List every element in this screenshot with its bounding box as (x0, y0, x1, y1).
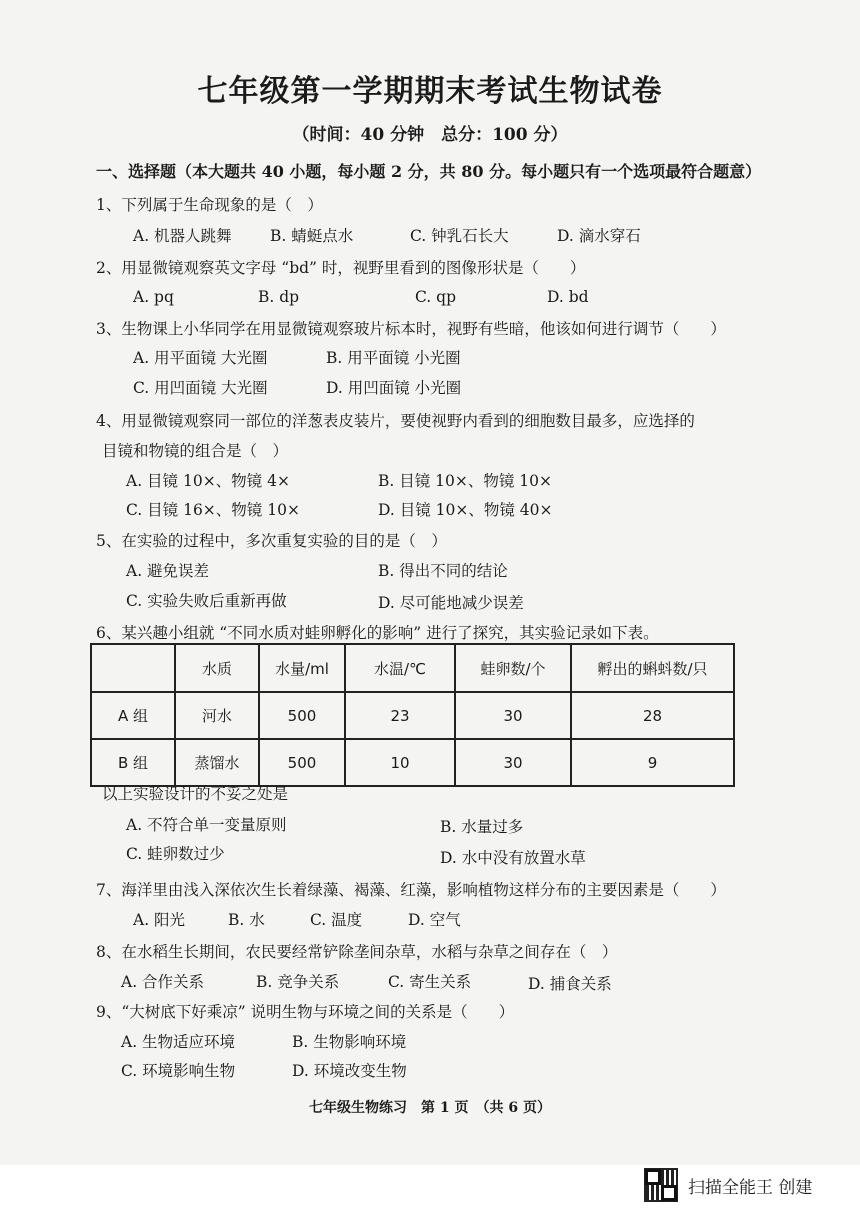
question-1-option-b: B. 蜻蜓点水 (270, 227, 354, 245)
scanner-watermark-text: 扫描全能王 创建 (688, 1177, 813, 1198)
question-9-option-c: C. 环境影响生物 (121, 1062, 236, 1080)
table-header-row (91, 644, 734, 692)
question-4-option-b: B. 目镜 10×、物镜 10× (378, 472, 553, 490)
question-6-stem-cont: 以上实验设计的不妥之处是 (102, 785, 289, 803)
question-3-option-b: B. 用平面镜 小光圈 (326, 349, 461, 367)
question-1-stem: 1、下列属于生命现象的是（ ） (96, 196, 323, 214)
table-header-cell: 孵出的蝌蚪数/只 (571, 644, 734, 692)
question-1-option-a: A. 机器人跳舞 (133, 227, 232, 245)
question-7-option-a: A. 阳光 (133, 911, 186, 929)
question-5-option-a: A. 避免误差 (126, 562, 210, 580)
table-row (91, 692, 734, 739)
table-cell: 10 (345, 739, 455, 786)
scanner-watermark (644, 1166, 812, 1204)
table-cell: 蒸馏水 (175, 739, 259, 786)
question-7-stem: 7、海洋里由浅入深依次生长着绿藻、褐藻、红藻，影响植物这样分布的主要因素是（ ） (96, 881, 726, 899)
table-cell: A 组 (91, 692, 175, 739)
question-8-option-b: B. 竞争关系 (256, 973, 340, 991)
table-header-cell: 水量/ml (259, 644, 345, 692)
question-8-stem: 8、在水稻生长期间，农民要经常铲除垄间杂草，水稻与杂草之间存在（ ） (96, 943, 618, 961)
exam-subtitle: （时间：40 分钟 总分：100 分） (292, 125, 568, 145)
section-heading: 一、选择题（本大题共 40 小题，每小题 2 分，共 80 分。每小题只有一个选项最符合题意） (96, 162, 762, 181)
exam-title: 七年级第一学期期末考试生物试卷 (197, 74, 663, 109)
table-cell: 30 (455, 692, 571, 739)
question-2-stem: 2、用显微镜观察英文字母 “bd” 时，视野里看到的图像形状是（ ） (96, 259, 586, 277)
question-5-option-b: B. 得出不同的结论 (378, 562, 508, 580)
table-header-cell: 水质 (175, 644, 259, 692)
question-9-stem: 9、“大树底下好乘凉” 说明生物与环境之间的关系是（ ） (96, 1003, 515, 1021)
question-7-option-c: C. 温度 (310, 911, 363, 929)
question-6-option-c: C. 蛙卵数过少 (126, 845, 225, 863)
page-footer: 七年级生物练习 第 1 页 （共 6 页） (309, 1100, 551, 1116)
question-4-option-d: D. 目镜 10×、物镜 40× (378, 501, 553, 519)
question-5-stem: 5、在实验的过程中，多次重复实验的目的是（ ） (96, 532, 447, 550)
experiment-table (90, 643, 735, 787)
qr-code-icon (644, 1168, 678, 1202)
table-cell: 28 (571, 692, 734, 739)
question-3-option-d: D. 用凹面镜 小光圈 (326, 379, 462, 397)
question-6-option-a: A. 不符合单一变量原则 (126, 816, 287, 834)
question-8-option-c: C. 寄生关系 (388, 973, 472, 991)
question-3-option-c: C. 用凹面镜 大光圈 (133, 379, 268, 397)
question-6-option-b: B. 水量过多 (440, 818, 524, 836)
question-4-option-c: C. 目镜 16×、物镜 10× (126, 501, 300, 519)
question-9-option-d: D. 环境改变生物 (292, 1062, 407, 1080)
question-1-option-d: D. 滴水穿石 (557, 227, 641, 245)
table-cell: 500 (259, 739, 345, 786)
table-cell: B 组 (91, 739, 175, 786)
question-8-option-d: D. 捕食关系 (528, 975, 612, 993)
question-4-stem: 4、用显微镜观察同一部位的洋葱表皮装片，要使视野内看到的细胞数目最多，应选择的 (96, 412, 695, 430)
question-2-option-a: A. pq (133, 288, 174, 306)
question-2-option-c: C. qp (415, 288, 457, 306)
question-7-option-d: D. 空气 (408, 911, 461, 929)
table-header-cell: 水温/℃ (345, 644, 455, 692)
question-1-option-c: C. 钟乳石长大 (410, 227, 509, 245)
table-row (91, 739, 734, 786)
question-5-option-c: C. 实验失败后重新再做 (126, 592, 287, 610)
question-4-stem-cont: 目镜和物镜的组合是（ ） (102, 442, 289, 460)
table-header-cell (91, 644, 175, 692)
table-header-cell: 蛙卵数/个 (455, 644, 571, 692)
table-cell: 23 (345, 692, 455, 739)
question-2-option-b: B. dp (258, 288, 300, 306)
question-8-option-a: A. 合作关系 (121, 973, 205, 991)
table-cell: 河水 (175, 692, 259, 739)
question-5-option-d: D. 尽可能地减少误差 (378, 594, 524, 612)
question-7-option-b: B. 水 (228, 911, 265, 929)
question-6-stem: 6、某兴趣小组就 “不同水质对蛙卵孵化的影响” 进行了探究，其实验记录如下表。 (96, 624, 659, 642)
question-2-option-d: D. bd (547, 288, 589, 306)
question-9-option-b: B. 生物影响环境 (292, 1033, 407, 1051)
question-3-stem: 3、生物课上小华同学在用显微镜观察玻片标本时，视野有些暗，他该如何进行调节（ ） (96, 320, 726, 338)
table-cell: 9 (571, 739, 734, 786)
question-3-option-a: A. 用平面镜 大光圈 (133, 349, 268, 367)
table-cell: 500 (259, 692, 345, 739)
table-cell: 30 (455, 739, 571, 786)
question-4-option-a: A. 目镜 10×、物镜 4× (126, 472, 290, 490)
question-9-option-a: A. 生物适应环境 (121, 1033, 236, 1051)
question-6-option-d: D. 水中没有放置水草 (440, 849, 586, 867)
